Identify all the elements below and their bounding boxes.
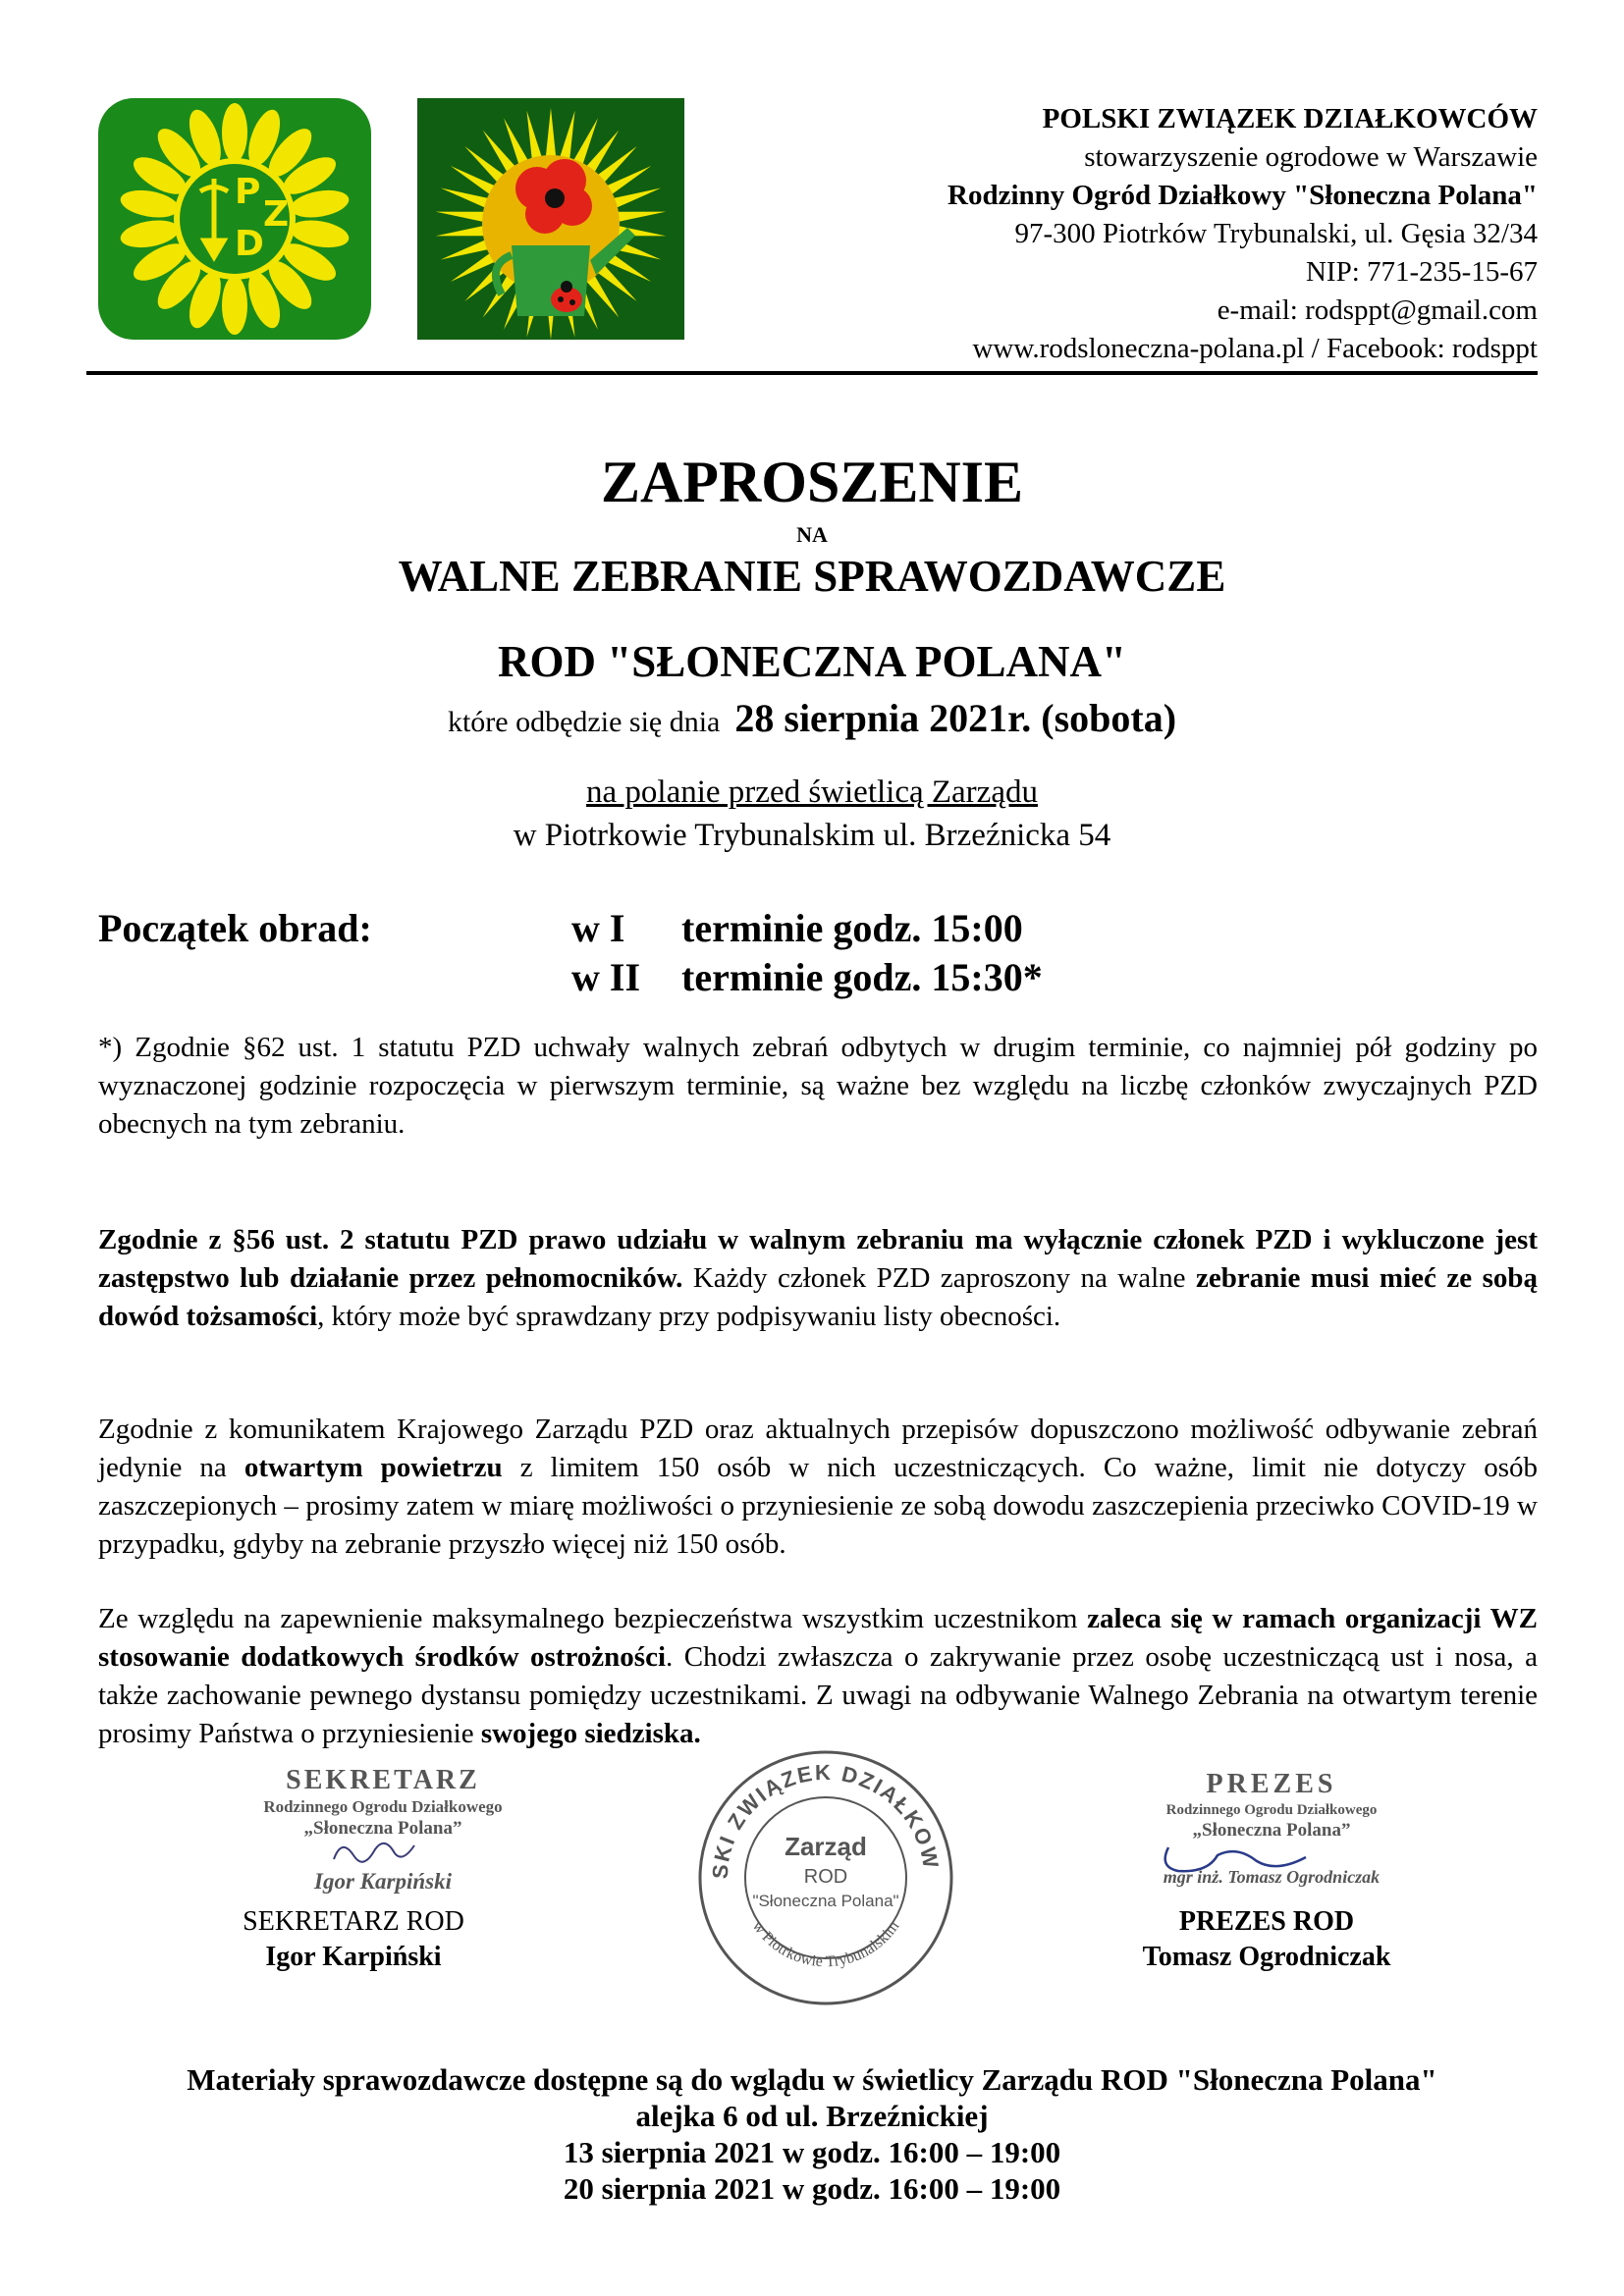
svg-text:Igor Karpiński: Igor Karpiński: [314, 1869, 452, 1894]
president-role: PREZES ROD: [1178, 1906, 1355, 1937]
garden-name: Rodzinny Ogród Działkowy "Słoneczna Polana": [947, 180, 1538, 211]
safety-text-a: Ze względu na zapewnienie maksymalnego bezpieczeństwa wszystkim uczestnikom: [98, 1603, 1088, 1634]
pzd-logo: [98, 98, 371, 340]
svg-text:P: P: [235, 172, 261, 212]
meeting-date-line: [0, 697, 1624, 744]
meeting-title: WALNE ZEBRANIE SPRAWOZDAWCZE: [398, 552, 1226, 601]
svg-text:D: D: [235, 224, 264, 264]
round-stamp: [693, 1745, 958, 2010]
covid-text-a: Zgodnie z komunikatem Krajowego Zarządu PZD oraz aktualnych przepisów dopuszczono możliwość odbywanie zebrań jedynie na: [98, 1414, 1538, 1483]
secretary-signature: [157, 1904, 550, 1975]
document-title: ZAPROSZENIE: [600, 450, 1024, 514]
garden-logo: [417, 98, 684, 340]
svg-text:ROD: ROD: [803, 1866, 848, 1888]
paragraph-covid: [98, 1411, 1538, 1564]
secretary-role: SEKRETARZ ROD: [243, 1906, 464, 1937]
svg-text:SEKRETARZ: SEKRETARZ: [286, 1765, 480, 1795]
svg-text:"Słoneczna Polana": "Słoneczna Polana": [752, 1892, 899, 1910]
paragraph-safety: [98, 1600, 1538, 1753]
svg-text:w Piotrkowie Trybunalskim: w Piotrkowie Trybunalskim: [748, 1918, 903, 1971]
footer-date-1: 13 sierpnia 2021 w godz. 16:00 – 19:00: [563, 2135, 1061, 2169]
first-term-number: w I: [571, 906, 625, 950]
org-website: www.rodsloneczna-polana.pl / Facebook: rodsppt: [972, 333, 1538, 364]
president-stamp: [1110, 1767, 1434, 1904]
meeting-date: 28 sierpnia 2021r. (sobota): [734, 696, 1177, 740]
svg-text:POLSKI ZWIĄZEK DZIAŁKOWCÓW: SKI ZWIĄZEK DZIAŁKOW: [707, 1759, 945, 1880]
header-divider: [86, 371, 1538, 375]
date-prefix: które odbędzie się dnia: [447, 706, 721, 738]
svg-text:„Słoneczna Polana”: „Słoneczna Polana”: [1192, 1820, 1351, 1841]
org-nip: NIP: 771-235-15-67: [1305, 256, 1538, 288]
president-name: Tomasz Ogrodniczak: [1142, 1942, 1391, 1972]
place-line-1: na polanie przed świetlicą Zarządu: [586, 774, 1038, 810]
organization-block: [791, 100, 1538, 368]
schedule-label: Początek obrad:: [98, 906, 372, 950]
bring-seat: swojego siedziska.: [480, 1718, 701, 1749]
svg-text:PREZES: PREZES: [1206, 1769, 1337, 1799]
rod-name: ROD "SŁONECZNA POLANA": [497, 637, 1127, 686]
covid-text-b: z limitem 150 osób w nich uczestniczących. Co ważne, limit nie dotyczy osób zaszczepionych – prosimy zatem w miarę możliwości o przyniesienie ze sobą dowodu zaszczepienia przeciwko COVID-19 w przypadku, gdyby na zebranie przyszło więcej niż 150 osób.: [98, 1452, 1538, 1560]
safety-recommendation: zaleca się w ramach organizacji WZ stosowanie dodatkowych środków ostrożności: [98, 1603, 1538, 1673]
first-term-time: terminie godz. 15:00: [681, 906, 1023, 950]
svg-text:Rodzinnego Ogrodu Działkowego: Rodzinnego Ogrodu Działkowego: [1165, 1802, 1378, 1818]
paragraph-membership: [98, 1221, 1538, 1336]
safety-text-b: . Chodzi zwłaszcza o zakrywanie przez osobę uczestniczącą ust i nosa, a także zachowanie pewnego dystansu pomiędzy uczestnikami. Z uwagi na odbywanie Walnego Zebrania na otwartym terenie prosimy Państwa o przyniesienie: [98, 1641, 1538, 1749]
meeting-place: [0, 773, 1624, 812]
svg-text:Zarząd: Zarząd: [785, 1832, 867, 1861]
second-term-time: terminie godz. 15:30*: [681, 955, 1043, 999]
svg-text:Z: Z: [263, 194, 290, 235]
secretary-stamp: [236, 1763, 530, 1900]
svg-text:„Słoneczna Polana”: „Słoneczna Polana”: [303, 1818, 462, 1839]
footer-location: alejka 6 od ul. Brzeźnickiej: [635, 2099, 989, 2133]
membership-text-b: , który może być sprawdzany przy podpisywaniu listy obecności.: [317, 1301, 1061, 1332]
footer-materials: Materiały sprawozdawcze dostępne są do wglądu w świetlicy Zarządu ROD "Słoneczna Polana": [187, 2062, 1437, 2097]
footer-date-2: 20 sierpnia 2021 w godz. 16:00 – 19:00: [563, 2171, 1061, 2206]
org-email: e-mail: rodsppt@gmail.com: [1217, 294, 1538, 326]
membership-text-a: Każdy członek PZD zaproszony na walne: [682, 1262, 1197, 1294]
title-na: NA: [796, 522, 828, 547]
svg-text:Rodzinnego Ogrodu Działkowego: Rodzinnego Ogrodu Działkowego: [263, 1797, 503, 1816]
svg-text:mgr inż. Tomasz Ogrodniczak: mgr inż. Tomasz Ogrodniczak: [1163, 1867, 1380, 1887]
open-air: otwartym powietrzu: [244, 1452, 503, 1483]
org-address: 97-300 Piotrków Trybunalski, ul. Gęsia 32/34: [1014, 218, 1538, 249]
org-name: POLSKI ZWIĄZEK DZIAŁKOWCÓW: [1042, 103, 1538, 134]
org-subtitle: stowarzyszenie ogrodowe w Warszawie: [1084, 141, 1538, 173]
id-required: zebranie musi mieć ze sobą dowód tożsamości: [98, 1262, 1538, 1332]
secretary-name: Igor Karpiński: [265, 1942, 442, 1972]
membership-rule: Zgodnie z §56 ust. 2 statutu PZD prawo udziału w walnym zebraniu ma wyłącznie członek PZD i wykluczone jest zastępstwo lub działanie przez pełnomocników.: [98, 1224, 1538, 1294]
president-signature: [1070, 1904, 1463, 1975]
second-term: [571, 952, 1043, 1003]
first-term: [571, 903, 1023, 954]
paragraph-quorum: *) Zgodnie §62 ust. 1 statutu PZD uchwały walnych zebrań odbytych w drugim terminie, co najmniej pół godziny po wyznaczonej godzinie rozpoczęcia w pierwszym terminie, są ważne bez względu na liczbę członków zwyczajnych PZD obecnych na tym zebraniu.: [98, 1032, 1538, 1140]
meeting-address: w Piotrkowie Trybunalskim ul. Brzeźnicka 54: [513, 818, 1111, 853]
second-term-number: w II: [571, 955, 641, 999]
